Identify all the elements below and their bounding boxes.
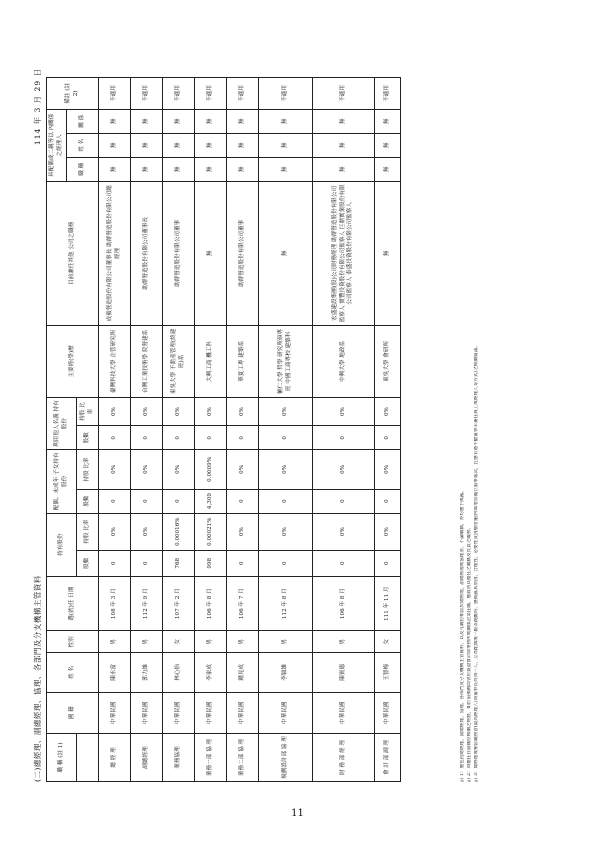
cell-name: 王智梅 (375, 653, 401, 692)
cell-title: 財 務 部 經 理 (313, 733, 375, 781)
cell-rel-relation: 無 (99, 109, 131, 133)
cell-remark: 不適用 (375, 78, 401, 110)
footnote-1: 註 1：應包括總經理、副總經理、協理、各部門及分支機構主管資料，以及凡職位相當於總經理、副總經理或協理者，不論職稱，亦均應予揭露。 (460, 488, 465, 782)
cell-rel-title: 無 (375, 157, 401, 181)
cell-rel-name: 無 (375, 133, 401, 157)
cell-gender: 男 (99, 631, 131, 653)
cell-own-shares: 0 (259, 550, 313, 576)
table-row (99, 78, 131, 782)
cell-own-shares: 0 (131, 550, 163, 576)
cell-nation: 中華民國 (313, 692, 375, 733)
rotated-page-content (28, 60, 484, 802)
cell-own-shares: 0 (227, 550, 259, 576)
header-elected-date: 選(就)任 日期 (47, 576, 99, 631)
cell-rel-name: 無 (227, 133, 259, 157)
table-row (227, 78, 259, 782)
table-row (375, 78, 401, 782)
cell-nm-ratio: 0% (375, 397, 401, 425)
table-row (259, 78, 313, 782)
cell-title: 業務二部 協 理 (227, 733, 259, 781)
cell-remark: 不適用 (227, 78, 259, 110)
header-gender: 性別 (47, 631, 99, 653)
cell-title: 規劃設計部 協 理 (259, 733, 313, 781)
cell-rel-title: 無 (259, 157, 313, 181)
header-other-positions: 目前兼任其他 公司之職務 (47, 181, 99, 325)
managers-table (46, 77, 401, 782)
header-job-blank (77, 733, 99, 781)
cell-remark: 不適用 (131, 78, 163, 110)
cell-other-positions: 助群營造股份有限公司董事 (163, 181, 195, 325)
cell-rel-title: 無 (163, 157, 195, 181)
cell-own-shares: 0 (375, 550, 401, 576)
cell-nm-ratio: 0% (313, 397, 375, 425)
cell-nm-shares: 0 (195, 426, 227, 450)
header-own-ratio: 持股 比率 (77, 513, 99, 550)
cell-own-ratio: 0% (259, 513, 313, 550)
cell-rel-title: 無 (99, 157, 131, 181)
cell-experience: 臺灣科技大學 企管研究所 (99, 325, 131, 397)
cell-nation: 中華民國 (131, 692, 163, 733)
cell-sp-shares: 0 (163, 489, 195, 513)
cell-rel-relation: 無 (259, 109, 313, 133)
cell-gender: 男 (195, 631, 227, 653)
footnotes (460, 82, 481, 782)
cell-experience: 台灣工業技術學 院營建系 (131, 325, 163, 397)
cell-other-positions: 無 (259, 181, 313, 325)
cell-rel-name: 無 (313, 133, 375, 157)
cell-date: 106 年 8 月 (195, 576, 227, 631)
header-rel-relation: 關 係 (67, 109, 99, 133)
cell-name: 郭力維 (131, 653, 163, 692)
cell-name: 陳賓德 (313, 653, 375, 692)
header-nominee-shares: 利用他人名義 持有股份 (47, 397, 77, 449)
header-own-shares: 持有股份 (47, 513, 77, 576)
cell-gender: 女 (163, 631, 195, 653)
cell-experience: 華夏工專 建築系 (227, 325, 259, 397)
cell-sp-shares: 0 (375, 489, 401, 513)
cell-gender: 男 (131, 631, 163, 653)
cell-nm-shares: 0 (163, 426, 195, 450)
cell-experience: 東吳大學 會研所 (375, 325, 401, 397)
cell-nm-ratio: 0% (99, 397, 131, 425)
cell-date: 112 年 8 月 (259, 576, 313, 631)
cell-rel-title: 無 (227, 157, 259, 181)
cell-other-positions: 無 (375, 181, 401, 325)
cell-own-ratio: 0% (375, 513, 401, 550)
cell-nm-shares: 0 (375, 426, 401, 450)
cell-date: 106 年 7 月 (227, 576, 259, 631)
header-nominee-shares-count: 股數 (77, 426, 99, 450)
cell-sp-ratio: 0.0009% (195, 450, 227, 489)
cell-rel-name: 無 (163, 133, 195, 157)
cell-gender: 男 (313, 631, 375, 653)
header-own-shares-count: 股數 (77, 550, 99, 576)
cell-sp-ratio: 0% (375, 450, 401, 489)
cell-nation: 中華民國 (99, 692, 131, 733)
cell-remark: 不適用 (99, 78, 131, 110)
cell-own-ratio: 0% (227, 513, 259, 550)
table-row (313, 78, 375, 782)
cell-sp-shares: 0 (99, 489, 131, 513)
cell-sp-shares: 0 (131, 489, 163, 513)
cell-date: 112 年 9 月 (131, 576, 163, 631)
cell-own-ratio: 0% (131, 513, 163, 550)
cell-title: 副總經理 (131, 733, 163, 781)
cell-experience: 東吳大學 不動產管理(終建 班)系 (163, 325, 195, 397)
cell-rel-relation: 無 (195, 109, 227, 133)
cell-own-shares: 998 (195, 550, 227, 576)
header-job-title: 職 稱 (註 1) (47, 733, 77, 781)
cell-nm-shares: 0 (313, 426, 375, 450)
header-name: 姓 名 (47, 653, 99, 692)
cell-own-shares: 0 (99, 550, 131, 576)
cell-sp-ratio: 0% (313, 450, 375, 489)
cell-nm-ratio: 0% (195, 397, 227, 425)
footnote-2: 註 2：與擔任目前職位相關之經歷，如於前揭期間曾於簽證會計師事務所或關係企業任職，應敘明其擔任之職稱及負責之職務。 (466, 524, 472, 782)
cell-nation: 中華民國 (259, 692, 313, 733)
cell-experience: 大興工商 機工科 (195, 325, 227, 397)
header-spouse-shares: 配偶、未成年 子女持有股份 (47, 450, 77, 513)
cell-nm-ratio: 0% (131, 397, 163, 425)
header-rel-name: 姓 名 (67, 133, 99, 157)
cell-rel-title: 無 (195, 157, 227, 181)
cell-other-positions: 宏盛建設集團(股)公司財務經理 助群營造股份有限公司監察人 實豐投資股份有限公司監察人 巨鼎實業股份有限公司監察人 泰盛投資股份有限公司監察人 (313, 181, 375, 325)
table-row (131, 78, 163, 782)
cell-sp-ratio: 0% (227, 450, 259, 489)
cell-own-ratio: 0.00021% (195, 513, 227, 550)
header-rel-title: 職 稱 (67, 157, 99, 181)
cell-name: 李穎雄 (259, 653, 313, 692)
cell-gender: 男 (259, 631, 313, 653)
cell-date: 111 年 11 月 (375, 576, 401, 631)
cell-sp-ratio: 0% (163, 450, 195, 489)
cell-rel-title: 無 (131, 157, 163, 181)
cell-title: 會 計 部 副 理 (375, 733, 401, 781)
cell-name: 陳永富 (99, 653, 131, 692)
cell-nm-ratio: 0% (259, 397, 313, 425)
cell-gender: 男 (227, 631, 259, 653)
cell-nation: 中華民國 (195, 692, 227, 733)
cell-rel-relation: 無 (313, 109, 375, 133)
header-relatives: 具配偶或二親等以 內關係之經理人 (47, 109, 67, 181)
cell-other-positions: 無 (195, 181, 227, 325)
cell-nation: 中華民國 (227, 692, 259, 733)
cell-rel-relation: 無 (131, 109, 163, 133)
cell-sp-shares: 0 (259, 489, 313, 513)
cell-name: 鍾見成 (227, 653, 259, 692)
cell-name: 林心怡 (163, 653, 195, 692)
cell-rel-name: 無 (259, 133, 313, 157)
cell-nation: 中華民國 (375, 692, 401, 733)
footnote-3: 註 3：總經理或相當職務者(最高經理人)與董事長為同一人、互為配偶或一親等親屬時，應揭露其原因、合理性、必要性及因應措施(例如增加獨立董事席次，且應有過半數董事未兼任員工或經理人等方式)之相關資訊。 (473, 343, 479, 782)
cell-remark: 不適用 (313, 78, 375, 110)
cell-title: 業務協理 (163, 733, 195, 781)
table-row (195, 78, 227, 782)
header-spouse-ratio: 持股 比率 (77, 450, 99, 489)
cell-own-ratio: 0% (313, 513, 375, 550)
cell-title: 業務一部 協 理 (195, 733, 227, 781)
cell-sp-ratio: 0% (259, 450, 313, 489)
cell-sp-ratio: 0% (99, 450, 131, 489)
section-title: (二)總經理、副總經理、協理、各部門及分支機構主管資料 (33, 575, 42, 782)
cell-remark: 不適用 (195, 78, 227, 110)
cell-own-ratio: 0% (99, 513, 131, 550)
table-row (163, 78, 195, 782)
cell-rel-name: 無 (195, 133, 227, 157)
cell-gender: 女 (375, 631, 401, 653)
cell-nm-ratio: 0% (163, 397, 195, 425)
cell-name: 李家成 (195, 653, 227, 692)
cell-nm-shares: 0 (131, 426, 163, 450)
cell-own-shares: 0 (313, 550, 375, 576)
cell-rel-title: 無 (313, 157, 375, 181)
header-spouse-shares-count: 股數 (77, 489, 99, 513)
cell-date: 108 年 3 月 (99, 576, 131, 631)
cell-date: 107 年 2 月 (163, 576, 195, 631)
cell-date: 106 年 8 月 (313, 576, 375, 631)
cell-other-positions: 成毅營造股份有限公司董事長 助群營造股份有限公司總經理 (99, 181, 131, 325)
cell-own-shares: 768 (163, 550, 195, 576)
cell-rel-relation: 無 (375, 109, 401, 133)
cell-other-positions: 助群營造股份有限公司董事 (227, 181, 259, 325)
cell-own-ratio: 0.00016% (163, 513, 195, 550)
header-nationality: 國 籍 (47, 692, 99, 733)
cell-sp-shares: 0 (313, 489, 375, 513)
cell-remark: 不適用 (259, 78, 313, 110)
cell-nation: 中華民國 (163, 692, 195, 733)
report-date: 114 年 3 月 29 日 (33, 68, 42, 146)
cell-remark: 不適用 (163, 78, 195, 110)
cell-experience: 輔仁大學 哲學 研究所碩專班 中國工商專校 建築科 (259, 325, 313, 397)
cell-sp-shares: 0 (227, 489, 259, 513)
cell-nm-shares: 0 (227, 426, 259, 450)
cell-nm-shares: 0 (99, 426, 131, 450)
cell-other-positions: 助群營造股份有限公司董事長 (131, 181, 163, 325)
cell-title: 總 經 理 (99, 733, 131, 781)
cell-rel-name: 無 (131, 133, 163, 157)
cell-rel-relation: 無 (227, 109, 259, 133)
cell-rel-name: 無 (99, 133, 131, 157)
cell-sp-ratio: 0% (131, 450, 163, 489)
cell-sp-shares: 4,309 (195, 489, 227, 513)
header-experience: 主要經(學)歷 (47, 325, 99, 397)
cell-rel-relation: 無 (163, 109, 195, 133)
page-number: 11 (291, 808, 304, 819)
cell-nm-ratio: 0% (227, 397, 259, 425)
header-nominee-ratio: 持股 比率 (77, 397, 99, 425)
header-remarks: 備註 (註 2) (47, 78, 99, 110)
cell-experience: 中興大學 地政系 (313, 325, 375, 397)
cell-nm-shares: 0 (259, 426, 313, 450)
